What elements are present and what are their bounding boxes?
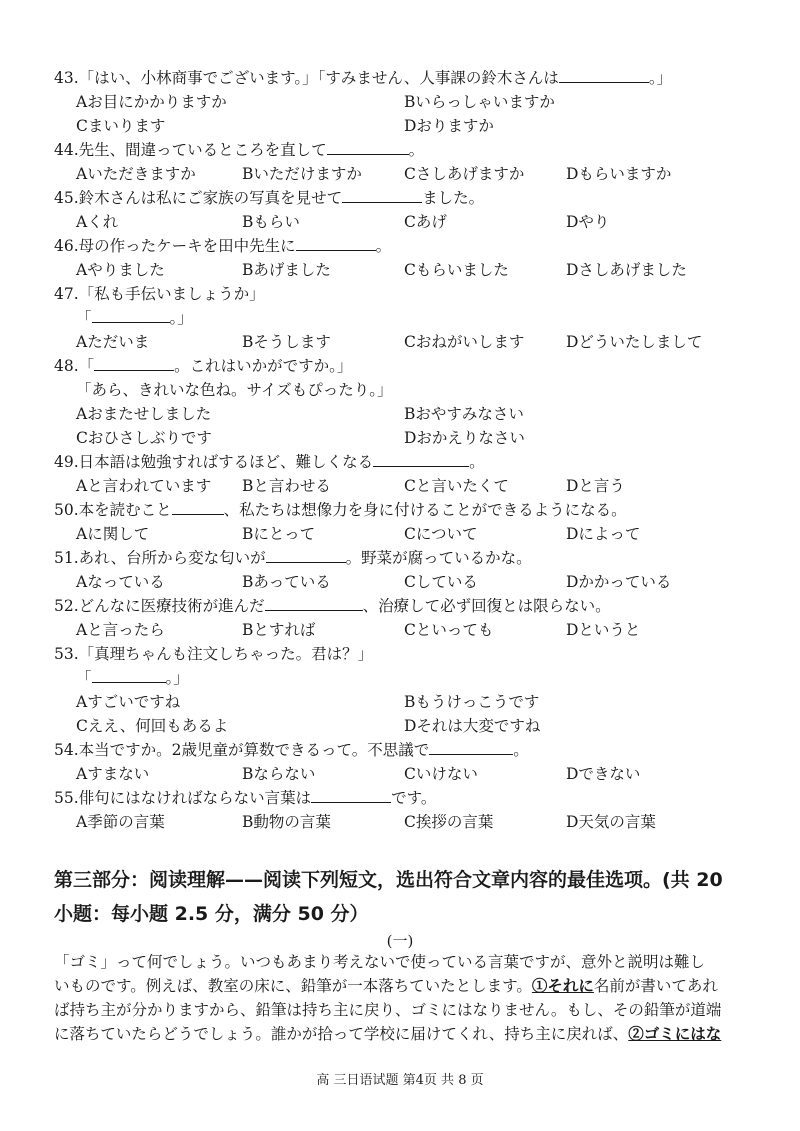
option-A[interactable]: Aお目にかかりますか (76, 93, 227, 111)
passage-line (54, 998, 762, 1022)
question-text-end: 。野菜が腐っているかな。 (345, 549, 532, 567)
answer-blank (373, 452, 469, 467)
dialogue-text: 「あら、きれいな色ね。サイズもぴったり。」 (76, 381, 393, 399)
option-B[interactable]: Bおやすみなさい (404, 405, 524, 423)
question-text: 鈴木さんは私にご家族の写真を見せて (78, 189, 343, 207)
option-A[interactable]: Aおまたせしました (76, 405, 212, 423)
option-C[interactable]: Cと言いたくて (404, 477, 509, 495)
question-55 (54, 788, 760, 808)
option-C[interactable]: Cまいります (76, 117, 166, 135)
question-45 (54, 188, 760, 208)
passage-text: 「ゴミ」って何でしょう。いつもあまり考えないで使っている言葉ですが、意外と説明は難し (54, 953, 706, 971)
option-B[interactable]: Bいただけますか (242, 165, 362, 183)
option-B[interactable]: Bとすれば (242, 621, 316, 639)
option-C[interactable]: C挨拶の言葉 (404, 813, 494, 831)
question-number: 43. (54, 69, 79, 87)
passage-line (54, 950, 762, 974)
question-text-end: 。 (513, 741, 529, 759)
question-number: 45. (54, 189, 79, 207)
question-text: あれ、台所から変な匂いが (78, 549, 266, 567)
question-number: 52. (54, 597, 79, 615)
option-C[interactable]: Cもらいました (404, 261, 509, 279)
option-D[interactable]: Dおかえりなさい (404, 429, 525, 447)
dialogue-open: 「 (76, 309, 92, 327)
option-D[interactable]: Dどういたしまして (566, 333, 703, 351)
option-A[interactable]: Aすまない (76, 765, 150, 783)
option-A[interactable]: Aなっている (76, 573, 165, 591)
option-C[interactable]: Cおひさしぶりです (76, 429, 212, 447)
answer-blank (429, 740, 513, 755)
question-text: 俳句にはなければならない言葉は (78, 789, 312, 807)
reading-passage (54, 950, 762, 1046)
option-D[interactable]: Dというと (566, 621, 641, 639)
option-A[interactable]: Aと言われています (76, 477, 212, 495)
question-50 (54, 500, 760, 520)
option-B[interactable]: Bあっている (242, 573, 331, 591)
question-text: 本を読むこと (78, 501, 172, 519)
question-text-end: 。 (375, 237, 392, 255)
answer-blank (92, 668, 166, 683)
option-C[interactable]: Cおねがいします (404, 333, 525, 351)
question-text-end: ました。 (422, 189, 485, 207)
option-A[interactable]: Aただいま (76, 333, 150, 351)
option-C[interactable]: Cあげ (404, 213, 447, 231)
option-B[interactable]: Bもらい (242, 213, 300, 231)
question-text-end: です。 (391, 789, 437, 807)
option-B[interactable]: Bいらっしゃいますか (404, 93, 555, 111)
passage-line (54, 974, 762, 998)
question-text: 「はい、小林商事でございます。」「すみません、人事課の鈴木さんは (78, 69, 559, 87)
question-number: 51. (54, 549, 79, 567)
answer-blank (296, 236, 376, 251)
option-C[interactable]: Cしている (404, 573, 478, 591)
question-text-end: 。」 (648, 69, 673, 87)
question-number: 49. (54, 453, 79, 471)
question-text: 母の作ったケーキを田中先生に (78, 237, 296, 255)
question-text-end: 。 (408, 141, 425, 159)
question-44 (54, 140, 760, 160)
underlined-phrase-1: ①それに (531, 976, 594, 995)
option-D[interactable]: Dおりますか (404, 117, 494, 135)
option-C[interactable]: Cさしあげますか (404, 165, 525, 183)
dialogue-open: 「 (76, 669, 92, 687)
option-C[interactable]: Cいけない (404, 765, 478, 783)
passage-text: 名前が書いてあれ (593, 977, 718, 995)
answer-blank (342, 188, 422, 203)
question-51 (54, 548, 760, 568)
dialogue-close: 。」 (165, 669, 189, 687)
question-text-end: 。 (469, 453, 485, 471)
option-B[interactable]: B動物の言葉 (242, 813, 331, 831)
question-text: 日本語は勉強すればするほど、難しくなる (78, 453, 374, 471)
answer-blank (311, 788, 391, 803)
option-B[interactable]: Bもうけっこうです (404, 693, 540, 711)
option-A[interactable]: Aいただきますか (76, 165, 196, 183)
passage-text: に落ちていたらどうでしょう。誰かが拾って学校に届けてくれ、持ち主に戻れば、 (54, 1025, 629, 1043)
option-C[interactable]: Cについて (404, 525, 478, 543)
question-subline (76, 668, 760, 688)
answer-blank (172, 500, 224, 515)
answer-blank (266, 548, 346, 563)
question-49 (54, 452, 760, 472)
question-54 (54, 740, 760, 760)
page-footer: 高 三日语试题 第4页 共 8 页 (316, 1073, 484, 1088)
answer-blank (559, 68, 649, 83)
question-subline (76, 308, 760, 328)
option-A[interactable]: Aに関して (76, 525, 150, 543)
option-B[interactable]: Bならない (242, 765, 316, 783)
option-D[interactable]: Dやり (566, 213, 610, 231)
section-title-cont: 小题：每小题 2.5 分，满分 50 分） (54, 903, 369, 925)
question-number: 44. (54, 141, 79, 159)
option-B[interactable]: Bと言わせる (242, 477, 331, 495)
answer-blank (327, 140, 409, 155)
option-A[interactable]: Aくれ (76, 213, 119, 231)
question-text: 「私も手伝いましょうか」 (78, 285, 265, 303)
option-D[interactable]: Dさしあげました (566, 261, 687, 279)
question-number: 55. (54, 789, 79, 807)
dialogue-close: 。」 (169, 309, 193, 327)
option-D[interactable]: Dそれは大変ですね (404, 717, 541, 735)
passage-line (54, 1022, 762, 1046)
question-text: どんなに医療技術が進んだ (78, 597, 265, 615)
option-A[interactable]: A季節の言葉 (76, 813, 165, 831)
answer-blank (92, 308, 170, 323)
question-text: 先生、間違っているところを直して (78, 141, 327, 159)
question-48 (54, 356, 760, 376)
option-A[interactable]: Aすごいですね (76, 693, 181, 711)
option-D[interactable]: Dできない (566, 765, 641, 783)
question-number: 50. (54, 501, 79, 519)
section-title: 第三部分：阅读理解——阅读下列短文，选出符合文章内容的最佳选项。(共 20 (54, 869, 723, 891)
question-47 (54, 284, 760, 304)
question-53 (54, 644, 760, 664)
question-text-end: 、私たちは想像力を身に付けることができるようになる。 (223, 501, 627, 519)
option-A[interactable]: Aと言ったら (76, 621, 165, 639)
question-52 (54, 596, 760, 616)
option-B[interactable]: Bあげました (242, 261, 331, 279)
option-C[interactable]: Cええ、何回もあるよ (76, 717, 229, 735)
option-B[interactable]: Bそうします (242, 333, 331, 351)
question-text: 本当ですか。2歳児童が算数できるって。不思議で (78, 741, 430, 759)
answer-blank (94, 356, 174, 371)
option-D[interactable]: Dもらいますか (566, 165, 672, 183)
underlined-phrase-2: ②ゴミにはな (628, 1024, 722, 1043)
question-text: 「 (78, 357, 95, 375)
option-D[interactable]: Dによって (566, 525, 641, 543)
question-46 (54, 236, 760, 256)
question-text-end: 。これはいかがですか。」 (174, 357, 353, 375)
option-A[interactable]: Aやりました (76, 261, 165, 279)
question-text-end: 、治療して必ず回復とは限らない。 (362, 597, 611, 615)
question-number: 47. (54, 285, 79, 303)
question-43 (54, 68, 760, 88)
option-D[interactable]: Dかかっている (566, 573, 672, 591)
passage-number: (一) (386, 932, 414, 950)
question-subline (76, 380, 760, 400)
option-D[interactable]: D天気の言葉 (566, 813, 656, 831)
question-text: 「真理ちゃんも注文しちゃった。君は？」 (78, 645, 374, 663)
option-D[interactable]: Dと言う (566, 477, 625, 495)
passage-text: いものです。例えば、教室の床に、鉛筆が一本落ちていたとします。 (54, 977, 532, 995)
question-number: 48. (54, 357, 79, 375)
option-B[interactable]: Bにとって (242, 525, 316, 543)
question-number: 54. (54, 741, 79, 759)
option-C[interactable]: Cといっても (404, 621, 494, 639)
question-number: 46. (54, 237, 79, 255)
question-number: 53. (54, 645, 79, 663)
answer-blank (265, 596, 363, 611)
passage-text: ば持ち主が分かりますから、鉛筆は持ち主に戻り、ゴミにはなりません。もし、その鉛筆が道端 (54, 1001, 722, 1019)
